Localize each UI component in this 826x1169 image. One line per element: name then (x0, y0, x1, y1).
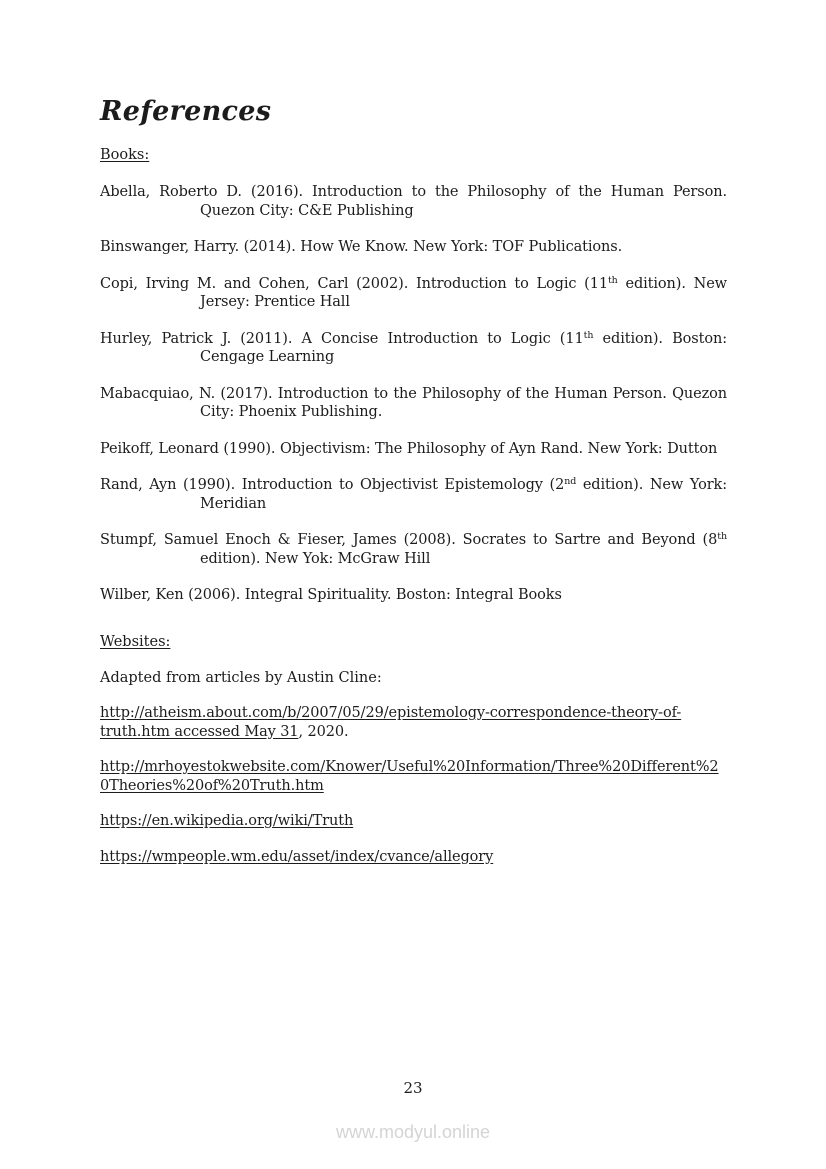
reference-entry (100, 275, 727, 312)
page-title: References (100, 96, 272, 127)
reference-entry (100, 531, 727, 568)
ordinal-superscript: nd (564, 476, 577, 487)
book-reference-list (100, 183, 727, 605)
reference-entry (100, 238, 727, 257)
ordinal-superscript: th (717, 531, 727, 542)
reference-text: edition). New York: Meridian (200, 477, 727, 512)
reference-entry (100, 385, 727, 422)
reference-text: edition). New Yok: McGraw Hill (200, 550, 431, 567)
reference-entry (100, 476, 727, 513)
reference-text: Abella, Roberto D. (2016). Introduction to the Philosophy of the Human Person. Quezon City: C&E Publishing (100, 184, 727, 219)
reference-text: Rand, Ayn (1990). Introduction to Objectivist Epistemology (2 (100, 477, 565, 493)
reference-entry (100, 183, 727, 220)
websites-section (100, 633, 727, 867)
reference-text: edition). Boston: Cengage Learning (200, 330, 727, 365)
reference-entry (100, 586, 727, 605)
reference-text: Wilber, Ken (2006). Integral Spirituality. Boston: Integral Books (100, 587, 562, 603)
books-section (100, 146, 727, 605)
websites-heading (100, 633, 727, 652)
website-link (100, 758, 727, 795)
ordinal-superscript: th (607, 274, 618, 286)
reference-text: Peikoff, Leonard (1990). Objectivism: The Philosophy of Ayn Rand. New York: Dutton (100, 440, 718, 457)
website-link (100, 704, 727, 741)
books-heading-label: Books: (100, 147, 150, 163)
hyperlink[interactable]: https://en.wikipedia.org/wiki/Truth (100, 813, 354, 829)
reference-entry (100, 440, 727, 459)
reference-entry (100, 330, 727, 367)
hyperlink[interactable]: http://atheism.about.com/b/2007/05/29/epistemology-correspondence-theory-of-truth.htm accessed May 31 (100, 705, 682, 740)
link-suffix-text: , 2020. (298, 723, 349, 740)
reference-text: Stumpf, Samuel Enoch & Fieser, James (2008). Socrates to Sartre and Beyond (8 (100, 532, 718, 548)
hyperlink[interactable]: https://wmpeople.wm.edu/asset/index/cvance/allegory (100, 848, 494, 865)
website-link-list (100, 704, 727, 866)
reference-text: Binswanger, Harry. (2014). How We Know. New York: TOF Publications. (100, 239, 623, 255)
reference-text: Mabacquiao, N. (2017). Introduction to the Philosophy of the Human Person. Quezon City: Phoenix Publishing. (100, 385, 727, 420)
books-heading (100, 146, 727, 165)
website-link (100, 812, 727, 831)
page-number: 23 (403, 1079, 423, 1097)
reference-text: Hurley, Patrick J. (2011). A Concise Introduction to Logic (11 (100, 330, 584, 347)
ordinal-superscript: th (583, 329, 594, 341)
website-link (100, 848, 727, 867)
page-content (100, 0, 727, 866)
websites-heading-label: Websites: (100, 633, 171, 650)
reference-text: Copi, Irving M. and Cohen, Carl (2002). Introduction to Logic (11 (100, 275, 608, 292)
hyperlink[interactable]: http://mrhoyestokwebsite.com/Knower/Useful%20Information/Three%20Different%20Theories%20of%20Truth.htm (100, 759, 719, 794)
watermark-text: www.modyul.online (335, 1122, 491, 1142)
websites-intro-text: Adapted from articles by Austin Cline: (100, 669, 382, 686)
reference-text: edition). New Jersey: Prentice Hall (200, 275, 727, 310)
